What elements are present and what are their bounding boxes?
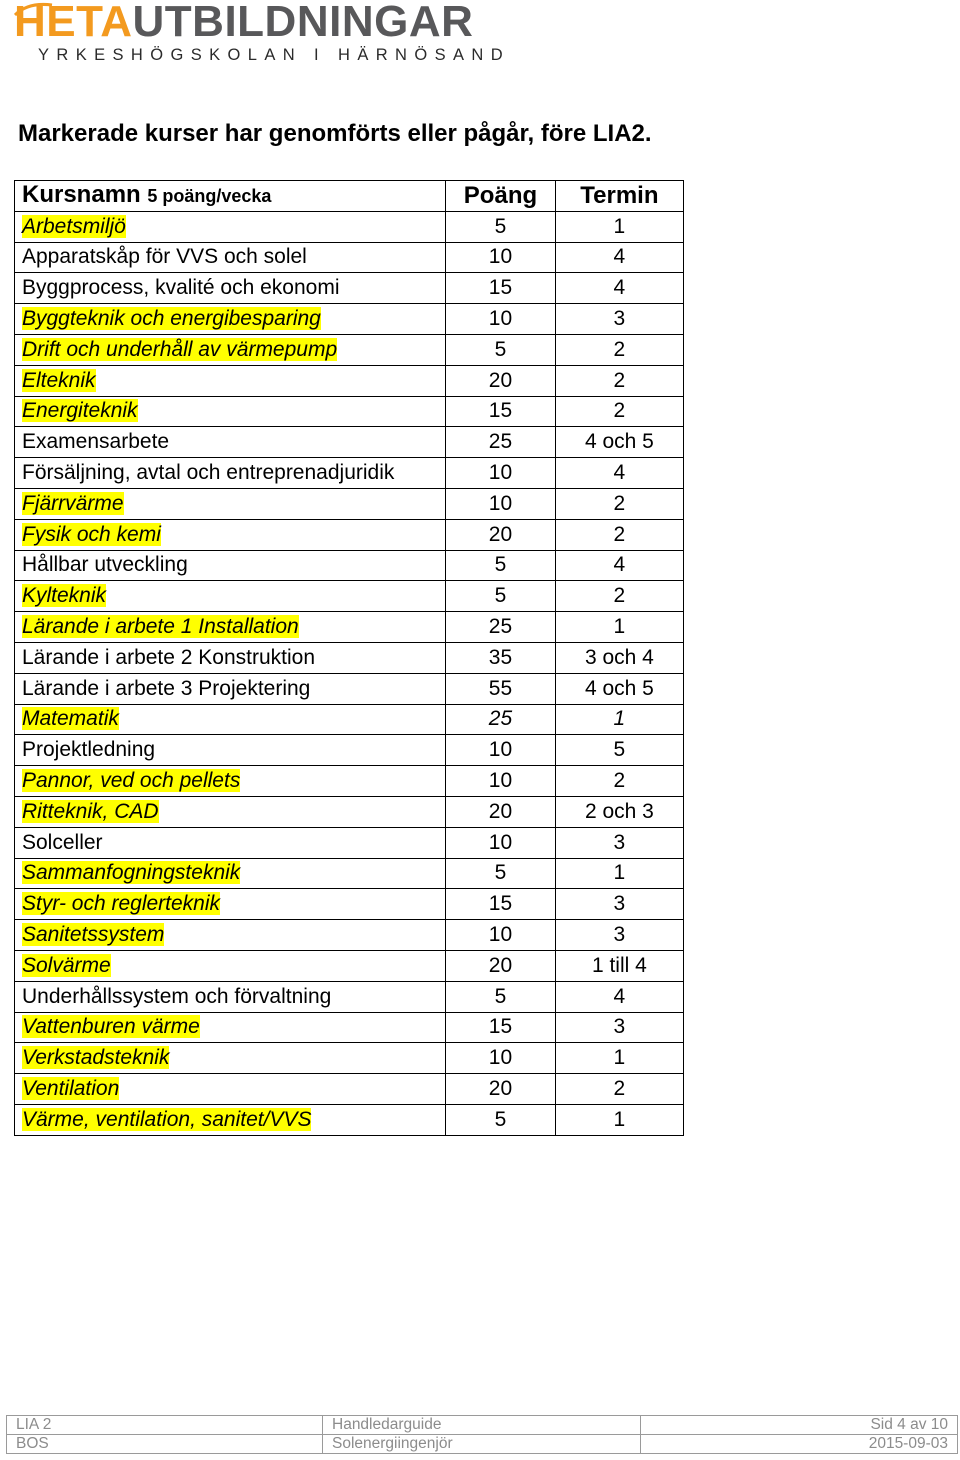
course-name: Verkstadsteknik [22, 1046, 170, 1070]
course-name: Matematik [22, 707, 119, 731]
course-term: 1 [555, 1104, 683, 1135]
course-name-cell [15, 950, 446, 981]
course-name: Försäljning, avtal och entreprenadjuridik [22, 461, 395, 485]
course-points: 5 [446, 981, 556, 1012]
course-name-cell [15, 1074, 446, 1105]
course-term: 1 [555, 612, 683, 643]
course-term: 1 [555, 704, 683, 735]
course-term: 2 [555, 396, 683, 427]
header-term: Termin [555, 181, 683, 212]
course-points: 25 [446, 704, 556, 735]
logo [14, 0, 511, 70]
header-points: Poäng [446, 181, 556, 212]
table-row [15, 1074, 684, 1105]
course-name-cell [15, 673, 446, 704]
course-name-cell [15, 396, 446, 427]
course-term: 3 [555, 1012, 683, 1043]
course-term: 4 [555, 981, 683, 1012]
course-term: 2 [555, 488, 683, 519]
course-name: Elteknik [22, 368, 96, 392]
table-row [15, 427, 684, 458]
course-term: 3 [555, 920, 683, 951]
course-table [14, 180, 684, 1136]
footer-code: BOS [7, 1435, 323, 1454]
course-name-cell [15, 642, 446, 673]
course-name-cell [15, 304, 446, 335]
course-name-cell [15, 1104, 446, 1135]
course-name-cell [15, 334, 446, 365]
course-points: 10 [446, 242, 556, 273]
course-name: Drift och underhåll av värmepump [22, 337, 338, 361]
course-term: 3 [555, 304, 683, 335]
course-name: Styr- och reglerteknik [22, 892, 221, 916]
course-points: 15 [446, 889, 556, 920]
logo-swoosh-icon [14, 2, 54, 16]
course-points: 20 [446, 950, 556, 981]
course-term: 4 [555, 242, 683, 273]
course-term: 2 [555, 581, 683, 612]
table-row [15, 242, 684, 273]
intro-heading: Markerade kurser har genomförts eller pågår, före LIA2. [18, 120, 652, 147]
course-name-cell [15, 981, 446, 1012]
course-points: 15 [446, 1012, 556, 1043]
table-row [15, 334, 684, 365]
course-name-cell [15, 889, 446, 920]
footer-row [7, 1416, 958, 1435]
course-name: Energiteknik [22, 399, 138, 423]
course-name-cell [15, 211, 446, 242]
course-name: Värme, ventilation, sanitet/VVS [22, 1107, 312, 1131]
course-name: Byggprocess, kvalité och ekonomi [22, 276, 340, 300]
course-name: Byggteknik och energibesparing [22, 307, 321, 331]
table-row [15, 612, 684, 643]
table-row [15, 673, 684, 704]
table-row [15, 766, 684, 797]
course-points: 25 [446, 612, 556, 643]
course-name: Apparatskåp för VVS och solel [22, 245, 307, 269]
table-row [15, 458, 684, 489]
course-name: Projektledning [22, 738, 156, 762]
table-row [15, 550, 684, 581]
course-term: 2 [555, 334, 683, 365]
course-name-cell [15, 581, 446, 612]
course-name: Vattenburen värme [22, 1015, 200, 1039]
course-name-cell [15, 242, 446, 273]
course-name-cell [15, 796, 446, 827]
course-name: Fjärrvärme [22, 491, 124, 515]
course-term: 1 till 4 [555, 950, 683, 981]
course-term: 4 och 5 [555, 427, 683, 458]
course-name: Lärande i arbete 1 Installation [22, 615, 299, 639]
course-name-cell [15, 519, 446, 550]
course-name-cell [15, 273, 446, 304]
course-name: Fysik och kemi [22, 522, 161, 546]
course-name: Underhållssystem och förvaltning [22, 984, 332, 1008]
course-term: 2 [555, 1074, 683, 1105]
course-term: 1 [555, 211, 683, 242]
course-points: 10 [446, 304, 556, 335]
course-name-cell [15, 920, 446, 951]
course-points: 5 [446, 550, 556, 581]
header-name-label: Kursnamn [22, 181, 141, 209]
course-name: Solceller [22, 830, 103, 854]
page-footer [6, 1415, 958, 1454]
footer-program: Solenergiingenjör [323, 1435, 641, 1454]
table-row [15, 704, 684, 735]
course-name: Ventilation [22, 1077, 120, 1100]
table-row [15, 950, 684, 981]
course-name-cell [15, 704, 446, 735]
course-term: 3 [555, 827, 683, 858]
course-points: 10 [446, 735, 556, 766]
course-name: Solvärme [22, 953, 111, 977]
table-row [15, 827, 684, 858]
course-term: 2 [555, 519, 683, 550]
table-row [15, 519, 684, 550]
table-row [15, 858, 684, 889]
course-name-cell [15, 365, 446, 396]
course-points: 5 [446, 211, 556, 242]
course-name: Lärande i arbete 2 Konstruktion [22, 645, 316, 669]
course-points: 10 [446, 1043, 556, 1074]
course-term: 1 [555, 1043, 683, 1074]
table-row [15, 1012, 684, 1043]
course-points: 15 [446, 273, 556, 304]
course-points: 5 [446, 334, 556, 365]
course-points: 10 [446, 827, 556, 858]
course-term: 2 [555, 766, 683, 797]
header-name-note: 5 poäng/vecka [147, 186, 272, 207]
course-term: 4 [555, 550, 683, 581]
course-term: 3 [555, 889, 683, 920]
table-row [15, 1043, 684, 1074]
course-points: 15 [446, 396, 556, 427]
logo-wordmark [14, 0, 473, 44]
course-name-cell [15, 427, 446, 458]
logo-brand-utbildningar: UTBILDNINGAR [132, 0, 474, 46]
course-points: 5 [446, 1104, 556, 1135]
course-name-cell [15, 1043, 446, 1074]
logo-brand-heta: HETA [14, 0, 133, 46]
course-name: Arbetsmiljö [22, 214, 126, 238]
course-points: 35 [446, 642, 556, 673]
course-name-cell [15, 612, 446, 643]
course-points: 10 [446, 488, 556, 519]
table-row [15, 396, 684, 427]
course-name: Kylteknik [22, 584, 107, 608]
table-row [15, 796, 684, 827]
table-row [15, 981, 684, 1012]
course-name: Lärande i arbete 3 Projektering [22, 676, 311, 700]
course-points: 20 [446, 519, 556, 550]
course-name-cell [15, 827, 446, 858]
course-points: 20 [446, 1074, 556, 1105]
course-points: 10 [446, 920, 556, 951]
course-term: 4 [555, 273, 683, 304]
table-row [15, 1104, 684, 1135]
table-row [15, 304, 684, 335]
course-name: Sanitetssystem [22, 923, 165, 947]
course-points: 25 [446, 427, 556, 458]
course-name: Pannor, ved och pellets [22, 769, 241, 793]
table-row [15, 920, 684, 951]
course-term: 4 och 5 [555, 673, 683, 704]
course-term: 2 [555, 365, 683, 396]
course-name: Ritteknik, CAD [22, 799, 159, 823]
table-row [15, 735, 684, 766]
course-name-cell [15, 1012, 446, 1043]
course-points: 20 [446, 365, 556, 396]
table-row [15, 488, 684, 519]
footer-document: Handledarguide [323, 1416, 641, 1435]
course-name-cell [15, 766, 446, 797]
table-row [15, 211, 684, 242]
course-term: 4 [555, 458, 683, 489]
course-name-cell [15, 488, 446, 519]
table-row [15, 889, 684, 920]
course-term: 1 [555, 858, 683, 889]
course-points: 5 [446, 581, 556, 612]
course-name-cell [15, 735, 446, 766]
course-name: Examensarbete [22, 430, 170, 454]
course-term: 5 [555, 735, 683, 766]
table-row [15, 273, 684, 304]
footer-course: LIA 2 [7, 1416, 323, 1435]
course-points: 10 [446, 458, 556, 489]
footer-row [7, 1435, 958, 1454]
course-term: 3 och 4 [555, 642, 683, 673]
table-header-row [15, 181, 684, 212]
course-rows [15, 211, 684, 1135]
table-row [15, 642, 684, 673]
course-name-cell [15, 858, 446, 889]
course-points: 20 [446, 796, 556, 827]
table-row [15, 365, 684, 396]
course-name: Sammanfogningsteknik [22, 861, 241, 885]
logo-subtitle: YRKESHÖGSKOLAN I HÄRNÖSAND [38, 46, 511, 64]
course-name: Hållbar utveckling [22, 553, 188, 577]
header-course-name [15, 181, 446, 212]
course-points: 5 [446, 858, 556, 889]
course-name-cell [15, 458, 446, 489]
course-name-cell [15, 550, 446, 581]
footer-date: 2015-09-03 [641, 1435, 958, 1454]
table-row [15, 581, 684, 612]
course-points: 55 [446, 673, 556, 704]
course-term: 2 och 3 [555, 796, 683, 827]
footer-page-number: Sid 4 av 10 [641, 1416, 958, 1435]
course-points: 10 [446, 766, 556, 797]
